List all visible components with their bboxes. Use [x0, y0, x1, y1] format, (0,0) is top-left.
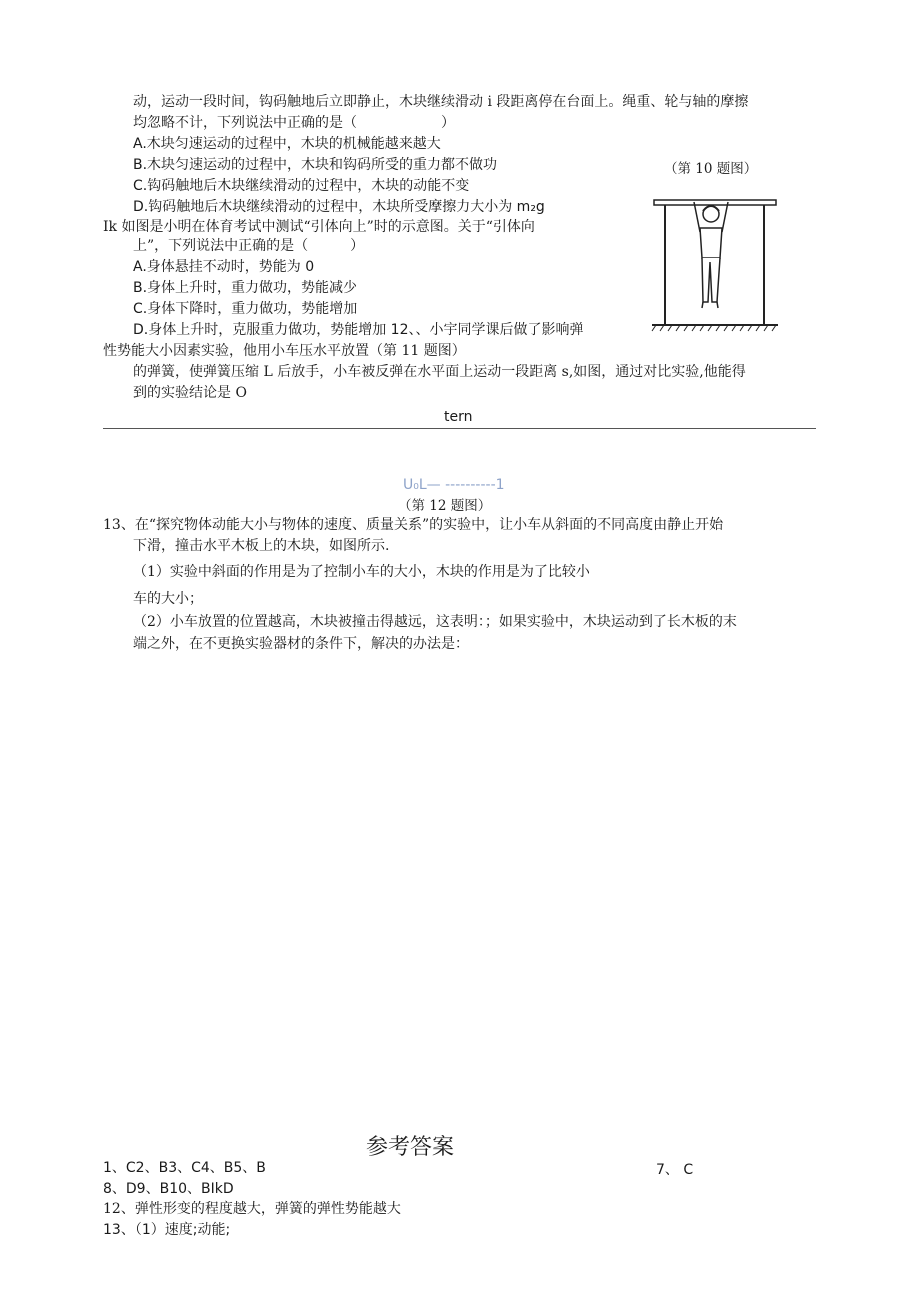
fig12-text: tern — [444, 409, 473, 425]
feet — [702, 302, 718, 308]
q-prev-option-b: B.木块匀速运动的过程中，木块和钩码所受的重力都不做功 — [133, 157, 498, 173]
q11-option-a: A.身体悬挂不动时，势能为 0 — [133, 259, 315, 275]
answers-row2: 8、D9、B10、BIkD — [103, 1181, 234, 1197]
q-prev-option-d: D.钩码触地后木块继续滑动的过程中，木块所受摩擦力大小为 m₂g — [133, 199, 545, 215]
answers-row4: 13、（1）速度;动能; — [103, 1222, 231, 1238]
pull-up-bar — [654, 200, 776, 205]
q-prev-option-a: A.木块匀速运动的过程中，木块的机械能越来越大 — [133, 136, 441, 152]
fig12-faded-label: U₀L— ----------1 — [403, 477, 505, 493]
answers-row1: 1、C2、B3、C4、B5、B — [103, 1160, 266, 1176]
q11-option-d: D.身体上升时，克服重力做功，势能增加 12、、小宇同学课后做了影响弹 — [133, 322, 584, 338]
q11-line2: 上”，下列说法中正确的是（ ） — [133, 238, 365, 254]
fig12-caption: （第 12 题图） — [398, 498, 492, 514]
q12-line3: 到的实验结论是 O — [133, 385, 247, 401]
answers-row3: 12、弹性形变的程度越大，弹簧的弹性势能越大 — [103, 1201, 401, 1217]
pull-up-figure — [650, 192, 780, 334]
legs — [702, 258, 720, 302]
q13-sub1-line1: （1）实验中斜面的作用是为了控制小车的大小，木块的作用是为了比较小 — [133, 564, 590, 580]
q11-option-b: B.身体上升时，重力做功，势能减少 — [133, 280, 358, 296]
right-arm — [722, 202, 728, 232]
q12-line1: 性势能大小因素实验，他用小车压水平放置（第 11 题图） — [103, 343, 466, 359]
q-prev-line2: 均忽略不计，下列说法中正确的是（ ） — [133, 115, 455, 131]
torso — [700, 228, 722, 258]
q13-sub2-line2: 端之外，在不更换实验器材的条件下，解决的办法是： — [133, 636, 469, 652]
q-prev-option-c: C.钩码触地后木块继续滑动的过程中，木块的动能不变 — [133, 178, 470, 194]
q12-line2: 的弹簧，使弹簧压缩 L 后放手，小车被反弹在水平面上运动一段距离 s,如图，通过对比实验,他能得 — [133, 364, 746, 380]
q13-line1: 13、在“探究物体动能大小与物体的速度、质量关系”的实验中，让小车从斜面的不同高度由静止开始 — [103, 517, 724, 533]
answers-row1-right: 7、 C — [656, 1162, 694, 1178]
q11-line1: Ik 如图是小明在体育考试中测试“引体向上”时的示意图。关于“引体向 — [103, 219, 535, 235]
fig12-surface-line — [103, 428, 816, 429]
q13-sub2-line1: （2）小车放置的位置越高，木块被撞击得越远，这表明：；如果实验中，木块运动到了长木板的末 — [133, 614, 737, 630]
q-prev-line1: 动，运动一段时间，钩码触地后立即静止，木块继续滑动 i 段距离停在台面上。绳重、轮与轴的摩擦 — [133, 94, 749, 110]
fig10-caption: （第 10 题图） — [664, 161, 758, 177]
q11-option-c: C.身体下降时，重力做功，势能增加 — [133, 301, 358, 317]
answers-title: 参考答案 — [365, 1135, 454, 1160]
q13-sub1-line2: 车的大小； — [133, 591, 203, 607]
left-arm — [694, 202, 700, 232]
q13-line2: 下滑，撞击水平木板上的木块，如图所示. — [133, 538, 390, 554]
